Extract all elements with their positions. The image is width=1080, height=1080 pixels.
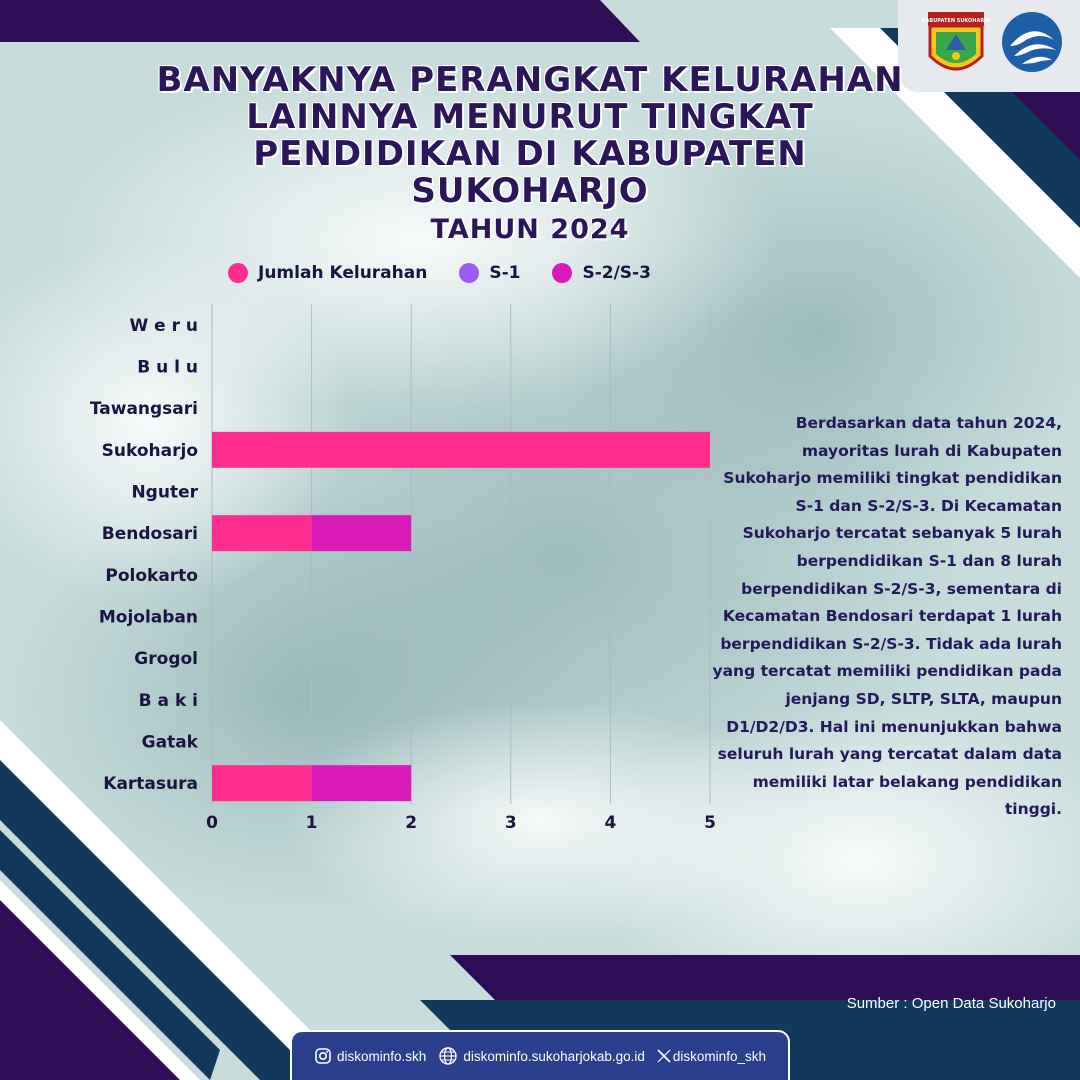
legend-item-s1: [459, 263, 520, 283]
category-label: B u l u: [137, 357, 198, 378]
category-label: W e r u: [129, 315, 198, 336]
x-tick-label: 2: [405, 813, 418, 833]
x-icon: [657, 1049, 671, 1063]
logo-card: [898, 0, 1080, 92]
legend-label-s1: S-1: [489, 263, 521, 283]
category-label: Sukoharjo: [101, 440, 198, 461]
instagram-icon: [314, 1047, 332, 1065]
legend-item-s23: [552, 263, 650, 283]
x-tick-label: 3: [504, 813, 517, 833]
kominfo-logo-icon: [1000, 10, 1064, 74]
bar-jumlah-kelurahan-kartasura: [212, 765, 312, 801]
instagram-handle: diskominfo.skh: [337, 1048, 427, 1064]
legend-dot-s1: [459, 263, 479, 283]
legend-dot-s23: [552, 263, 572, 283]
instagram-link[interactable]: [314, 1047, 426, 1065]
kabupaten-logo-text: KABUPATEN SUKOHARJO: [921, 18, 991, 24]
kabupaten-logo: [921, 10, 991, 82]
chart-subtitle: TAHUN 2024: [430, 214, 630, 245]
category-label: B a k i: [138, 690, 198, 711]
x-tick-label: 0: [206, 813, 218, 833]
source-text: Sumber : Open Data Sukoharjo: [846, 995, 1056, 1012]
category-label: Polokarto: [105, 565, 198, 586]
description-text: Berdasarkan data tahun 2024, mayoritas lurah di Kabupaten Sukoharjo memiliki tingkat pendidikan S-1 dan S-2/S-3. Di Kecamatan Sukoharjo tercatat sebanyak 5 lurah berpendidikan S-1 dan 8 lurah berpendidikan S-2/S-3, sementara di Kecamatan Bendosari terdapat 1 lurah berpendidikan S-2/S-3. Tidak ada lurah yang tercatat memiliki pendidikan pada jenjang SD, SLTP, SLTA, maupun D1/D2/D3. Hal ini menunjukkan bahwa seluruh lurah yang tercatat dalam data memiliki latar belakang pendidikan tinggi.: [712, 414, 1062, 819]
bar-s-2-s-3-kartasura: [312, 765, 412, 801]
category-label: Grogol: [134, 649, 198, 670]
x-tick-label: 4: [604, 813, 617, 833]
category-label: Gatak: [141, 732, 198, 753]
chart-title: BANYAKNYA PERANGKAT KELURAHAN LAINNYA MENURUT TINGKAT PENDIDIKAN DI KABUPATEN SUKOHARJO: [156, 60, 904, 211]
social-footer: [290, 1030, 790, 1080]
bar-jumlah-kelurahan-bendosari: [212, 515, 312, 551]
website-url: diskominfo.sukoharjokab.go.id: [463, 1048, 645, 1064]
legend-label-jumlah: Jumlah Kelurahan: [258, 263, 428, 283]
legend: [228, 260, 683, 286]
x-handle: diskominfo_skh: [672, 1048, 766, 1064]
category-label: Mojolaban: [98, 607, 198, 628]
bar-chart: [0, 300, 740, 840]
legend-item-jumlah: [228, 263, 427, 283]
category-label: Nguter: [131, 482, 198, 503]
legend-dot-jumlah: [228, 263, 248, 283]
bar-s-2-s-3-bendosari: [312, 515, 412, 551]
legend-label-s23: S-2/S-3: [582, 263, 651, 283]
x-tick-label: 5: [704, 813, 716, 833]
globe-icon: [438, 1046, 458, 1066]
category-label: Kartasura: [103, 774, 198, 795]
bar-jumlah-kelurahan-sukoharjo: [212, 432, 710, 468]
category-label: Bendosari: [101, 524, 198, 545]
website-link[interactable]: [438, 1046, 645, 1066]
x-tick-label: 1: [305, 813, 318, 833]
category-label: Tawangsari: [89, 399, 198, 420]
x-link[interactable]: [657, 1049, 766, 1064]
